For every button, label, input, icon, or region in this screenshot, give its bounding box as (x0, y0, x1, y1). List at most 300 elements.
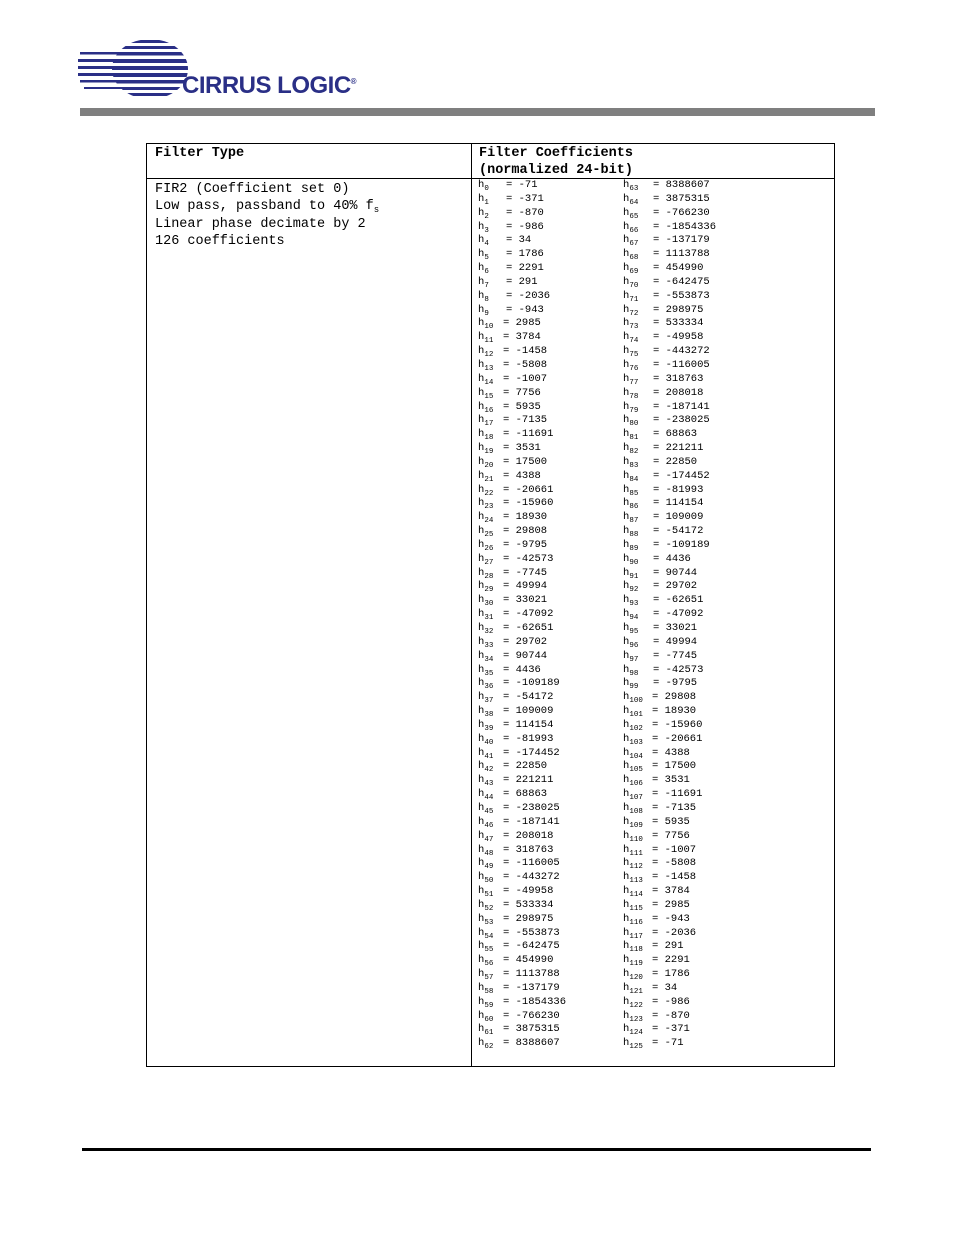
coefficient-label: $h_{79}$ (623, 400, 639, 415)
coefficient-label: $h_{93}$ (623, 594, 639, 609)
coefficient-index: 63 (629, 185, 639, 193)
coefficient-row (623, 968, 690, 983)
coefficient-row (478, 871, 560, 886)
coefficient-label: $h_{119}$ (623, 954, 643, 969)
coefficient-value: = 29702 (503, 635, 548, 648)
coefficient-index: 27 (484, 558, 494, 567)
filter-passband: Low pass, passband to 40% $f_s$ (155, 199, 380, 215)
coefficient-index: 17 (484, 420, 494, 429)
coefficient-index: 7 (484, 281, 489, 290)
coefficient-value: = -81993 (653, 483, 704, 496)
coefficient-value: = -870 (506, 206, 544, 219)
coefficient-row (623, 248, 710, 263)
coefficient-index: 125 (629, 1043, 643, 1052)
coefficient-index: 82 (629, 448, 639, 457)
coefficient-row (478, 857, 560, 872)
coefficient-index: 78 (629, 392, 639, 401)
coefficient-value: = 90744 (653, 566, 698, 579)
coefficient-row (623, 317, 704, 332)
coefficient-value: = -371 (652, 1023, 690, 1036)
coefficient-row (478, 372, 548, 387)
coefficient-row (623, 358, 710, 373)
coefficient-label: $h_{57}$ (478, 968, 494, 983)
coefficient-row (478, 400, 541, 415)
coefficient-label: $h_{32}$ (478, 622, 494, 636)
coefficient-row (478, 179, 538, 193)
coefficient-label: $h_{73}$ (623, 317, 639, 332)
coefficient-index: 102 (629, 724, 643, 733)
coefficient-value: = -870 (652, 1009, 690, 1022)
coefficient-label: $h_{37}$ (478, 691, 494, 706)
coefficient-index: 54 (484, 932, 494, 941)
coefficient-index: 122 (629, 1001, 643, 1010)
coefficient-index: 58 (484, 987, 494, 996)
coefficient-value: = -15960 (652, 718, 703, 731)
coefficient-row (623, 580, 698, 595)
coefficient-value: = -71 (506, 179, 538, 191)
coefficient-value: = -187141 (503, 815, 560, 828)
coefficient-index: 92 (629, 586, 639, 595)
coefficient-value: = 114154 (653, 497, 704, 510)
coefficient-label: $h_{42}$ (478, 760, 494, 775)
coefficient-row (623, 718, 703, 733)
coefficient-value: = 49994 (503, 580, 548, 593)
coefficient-row (623, 303, 704, 318)
coefficient-label: $h_{100}$ (623, 691, 643, 706)
coefficient-label: $h_{28}$ (478, 566, 494, 581)
coefficient-label: $h_{111}$ (623, 843, 643, 858)
coefficient-label: $h_{90}$ (623, 552, 639, 567)
coefficient-label: $h_{65}$ (623, 206, 639, 221)
coefficient-index: 94 (629, 614, 639, 623)
coefficient-index: 96 (629, 641, 639, 650)
filter-description (155, 181, 379, 250)
coefficient-label: $h_{18}$ (478, 428, 494, 443)
coefficient-index: 35 (484, 669, 494, 678)
coefficient-index: 89 (629, 544, 639, 553)
coefficient-value: = 18930 (652, 705, 697, 718)
coefficient-index: 60 (484, 1015, 494, 1024)
coefficient-row (623, 192, 710, 207)
coefficient-index: 76 (629, 364, 639, 373)
coefficient-label: $h_{25}$ (478, 525, 494, 540)
coefficient-label: $h_{77}$ (623, 372, 639, 387)
coefficient-value: = -109189 (653, 538, 710, 551)
coefficient-value: = -15960 (503, 497, 554, 510)
coefficient-value: = -109189 (503, 677, 560, 690)
coefficient-row (623, 622, 698, 636)
coefficient-row (623, 345, 710, 360)
coefficient-value: = 29702 (653, 580, 698, 593)
coefficient-label: $h_{35}$ (478, 663, 494, 678)
coefficient-row (478, 760, 548, 775)
coefficient-label: $h_{78}$ (623, 386, 639, 401)
coefficient-label: $h_{17}$ (478, 414, 494, 429)
coefficient-label: $h_{38}$ (478, 705, 494, 720)
coefficient-label: $h_{97}$ (623, 649, 639, 664)
coefficient-index: 120 (629, 974, 643, 983)
coefficient-label: $h_{39}$ (478, 718, 494, 733)
coefficient-value: = 33021 (653, 622, 698, 634)
coefficient-label: $h_{94}$ (623, 608, 639, 623)
coefficient-index: 109 (629, 821, 643, 830)
coefficient-row (623, 746, 690, 761)
coefficient-value: = -5808 (652, 857, 697, 870)
coefficient-label: $h_{112}$ (623, 857, 643, 872)
coefficient-index: 93 (629, 600, 639, 609)
coefficient-label: $h_{108}$ (623, 801, 643, 816)
coefficient-row (623, 289, 710, 304)
coefficient-index: 10 (484, 323, 494, 332)
coefficient-value: = 1786 (506, 248, 544, 261)
coefficient-value: = -7745 (503, 566, 548, 579)
coefficient-index: 98 (629, 669, 639, 678)
coefficient-row (623, 234, 710, 249)
coefficient-index: 85 (629, 489, 639, 498)
coefficient-index: 3 (484, 226, 489, 235)
coefficient-index: 21 (484, 475, 494, 484)
coefficient-value: = -642475 (503, 940, 560, 953)
coefficient-row (623, 912, 690, 927)
coefficient-index: 115 (629, 904, 643, 913)
coefficient-value: = 454990 (503, 954, 554, 967)
coefficient-value: = 4436 (503, 663, 541, 676)
coefficient-value: = 29808 (503, 525, 548, 538)
coefficient-index: 99 (629, 683, 639, 692)
coefficient-index: 108 (629, 807, 643, 816)
coefficient-index: 123 (629, 1015, 643, 1024)
coefficient-index: 2 (484, 212, 489, 221)
coefficient-index: 47 (484, 835, 494, 844)
coefficient-index: 117 (629, 932, 643, 941)
coefficient-row (478, 248, 544, 263)
coefficient-index: 77 (629, 378, 639, 387)
coefficient-value: = -20661 (503, 483, 554, 496)
coefficient-label: $h_{102}$ (623, 718, 643, 733)
coefficient-index: 52 (484, 904, 494, 913)
coefficient-row (623, 428, 698, 443)
coefficient-index: 95 (629, 628, 639, 636)
coefficient-index: 66 (629, 226, 639, 235)
coefficient-value: = 3531 (503, 442, 541, 455)
coefficient-label: $h_{110}$ (623, 829, 643, 844)
coefficient-value: = -1458 (652, 871, 697, 884)
coefficient-value: = 298975 (503, 912, 554, 925)
coefficient-label: $h_{27}$ (478, 552, 494, 567)
coefficient-label: $h_{115}$ (623, 898, 643, 913)
coefficient-row (478, 788, 548, 803)
coefficient-value: = -1007 (503, 372, 548, 385)
coefficient-index: 41 (484, 752, 494, 761)
coefficient-label: $h_{59}$ (478, 995, 494, 1010)
coefficient-index: 45 (484, 807, 494, 816)
coefficient-index: 26 (484, 544, 494, 553)
coefficient-index: 103 (629, 738, 643, 747)
coefficient-index: 39 (484, 724, 494, 733)
coefficient-row (478, 954, 554, 969)
coefficient-row (478, 331, 541, 346)
coefficient-index: 32 (484, 628, 494, 636)
coefficient-row (623, 829, 690, 844)
coefficient-index: 25 (484, 531, 494, 540)
coefficient-value: = -137179 (503, 981, 560, 994)
filter-phase: Linear phase decimate by 2 (155, 217, 366, 232)
coefficient-value: = 4388 (503, 469, 541, 482)
coefficient-label: $h_{75}$ (623, 345, 639, 360)
coefficient-row (623, 635, 698, 650)
coefficient-value: = -11691 (503, 428, 554, 441)
filter-count: 126 coefficients (155, 234, 285, 249)
coefficient-index: 100 (629, 697, 643, 706)
coefficient-row (623, 677, 698, 692)
coefficient-index: 49 (484, 863, 494, 872)
coefficient-row (478, 732, 554, 747)
coefficient-label: $h_{45}$ (478, 801, 494, 816)
coefficient-value: = -116005 (653, 358, 710, 371)
coefficient-value: = 17500 (652, 760, 697, 773)
coefficient-value: = -1458 (503, 345, 548, 358)
coefficient-label: $h_{58}$ (478, 981, 494, 996)
coefficient-label: $h_{88}$ (623, 525, 639, 540)
coefficient-value: = -42573 (503, 552, 554, 565)
coefficient-row (478, 718, 554, 733)
coefficient-row (478, 566, 548, 581)
coefficient-row (478, 926, 560, 941)
coefficient-index: 9 (484, 309, 489, 318)
coefficient-value: = -943 (652, 912, 690, 925)
coefficient-label: $h_{51}$ (478, 885, 494, 900)
coefficient-index: 23 (484, 503, 494, 512)
coefficient-row (623, 608, 704, 623)
coefficient-value: = -62651 (653, 594, 704, 607)
coefficient-value: = -5808 (503, 358, 548, 371)
coefficient-index: 6 (484, 268, 489, 277)
coefficient-row (478, 469, 541, 484)
coefficient-value: = 8388607 (653, 179, 710, 191)
coefficient-label: $h_{41}$ (478, 746, 494, 761)
coefficient-index: 24 (484, 517, 494, 526)
coefficient-value: = 3784 (503, 331, 541, 344)
coefficient-row (478, 746, 560, 761)
coefficient-row (478, 303, 544, 318)
coefficient-value: = -7135 (503, 414, 548, 427)
coefficient-value: = 1113788 (653, 248, 710, 261)
coefficient-value: = 4436 (653, 552, 691, 565)
coefficient-value: = -81993 (503, 732, 554, 745)
coefficient-label: $h_{24}$ (478, 511, 494, 526)
coefficient-value: = 3784 (652, 885, 690, 898)
coefficient-row (623, 774, 690, 789)
coefficient-index: 61 (484, 1029, 494, 1038)
coefficient-index: 121 (629, 987, 643, 996)
coefficient-value: = -443272 (653, 345, 710, 358)
coefficient-value: = -116005 (503, 857, 560, 870)
coefficient-value: = -54172 (503, 691, 554, 704)
coefficient-label: $h_{84}$ (623, 469, 639, 484)
coefficient-label: $h_{56}$ (478, 954, 494, 969)
coefficient-row (478, 940, 560, 955)
coefficient-value: = 7756 (503, 386, 541, 399)
coefficient-index: 12 (484, 351, 494, 360)
coefficient-value: = -49958 (653, 331, 704, 344)
coefficient-label: $h_{11}$ (478, 331, 494, 346)
coefficient-label: $h_5$ (478, 248, 489, 263)
coefficient-label: $h_{107}$ (623, 788, 643, 803)
coefficient-row (478, 234, 532, 249)
coefficient-index: 50 (484, 877, 494, 886)
coefficient-label: $h_{68}$ (623, 248, 639, 263)
coefficient-value: = 2985 (652, 898, 690, 911)
coefficient-label: $h_{83}$ (623, 455, 639, 470)
coefficient-label: $h_{55}$ (478, 940, 494, 955)
coefficient-row (478, 386, 541, 401)
coefficient-row (478, 220, 544, 235)
coefficient-index: 55 (484, 946, 494, 955)
coefficient-value: = 4388 (652, 746, 690, 759)
coefficient-label: $h_{86}$ (623, 497, 639, 512)
coefficient-value: = 90744 (503, 649, 548, 662)
coefficient-value: = -49958 (503, 885, 554, 898)
coefficient-row (478, 1037, 560, 1052)
coefficient-index: 79 (629, 406, 639, 415)
coefficient-value: = 5935 (652, 815, 690, 828)
coefficient-label: $h_{16}$ (478, 400, 494, 415)
coefficient-value: = 109009 (503, 705, 554, 718)
coefficient-label: $h_{103}$ (623, 732, 643, 747)
coefficient-label: $h_{89}$ (623, 538, 639, 553)
coefficient-index: 69 (629, 268, 639, 277)
coefficient-row (478, 677, 560, 692)
coefficient-index: 19 (484, 448, 494, 457)
coefficient-index: 4 (484, 240, 489, 249)
coefficient-index: 118 (629, 946, 643, 955)
coefficient-index: 114 (629, 891, 643, 900)
coefficient-index: 5 (484, 254, 489, 263)
coefficient-row (478, 1009, 560, 1024)
coefficient-label: $h_{67}$ (623, 234, 639, 249)
coefficient-label: $h_{49}$ (478, 857, 494, 872)
coefficient-index: 97 (629, 655, 639, 664)
coefficient-label: $h_{85}$ (623, 483, 639, 498)
coefficient-label: $h_{31}$ (478, 608, 494, 623)
coefficient-label: $h_{122}$ (623, 995, 643, 1010)
coefficient-value: = 18930 (503, 511, 548, 524)
coefficient-label: $h_{14}$ (478, 372, 494, 387)
coefficient-value: = 533334 (653, 317, 704, 330)
coefficient-index: 56 (484, 960, 494, 969)
coefficient-row (623, 511, 704, 526)
coefficient-index: 11 (484, 337, 494, 346)
coefficient-value: = 22850 (653, 455, 698, 468)
coefficient-label: $h_{12}$ (478, 345, 494, 360)
coefficient-row (623, 1023, 690, 1038)
coefficient-index: 81 (629, 434, 639, 443)
coefficient-label: $h_1$ (478, 192, 489, 207)
coefficient-label: $h_{69}$ (623, 262, 639, 277)
coefficient-index: 107 (629, 794, 643, 803)
coefficient-index: 28 (484, 572, 494, 581)
coefficient-row (623, 552, 691, 567)
coefficient-label: $h_{44}$ (478, 788, 494, 803)
coefficient-row (623, 538, 710, 553)
coefficient-label: $h_{29}$ (478, 580, 494, 595)
coefficient-index: 74 (629, 337, 639, 346)
coefficient-label: $h_{61}$ (478, 1023, 494, 1038)
coefficient-index: 106 (629, 780, 643, 789)
coefficient-index: 72 (629, 309, 639, 318)
coefficient-value: = 221211 (653, 442, 704, 455)
coefficient-index: 40 (484, 738, 494, 747)
coefficient-row (623, 594, 704, 609)
coefficient-label: $h_{70}$ (623, 275, 639, 290)
coefficient-index: 116 (629, 918, 643, 927)
coefficient-row (478, 289, 551, 304)
coefficient-label: $h_{118}$ (623, 940, 643, 955)
coefficient-label: $h_3$ (478, 220, 489, 235)
coefficient-row (478, 497, 554, 512)
coefficient-value: = -1007 (652, 843, 697, 856)
coefficient-value: = -2036 (506, 289, 551, 302)
coefficient-label: $h_0$ (478, 179, 489, 193)
coefficient-value: = 533334 (503, 898, 554, 911)
coefficient-index: 57 (484, 974, 494, 983)
coefficient-value: = 33021 (503, 594, 548, 607)
coefficient-row (623, 179, 710, 193)
coefficient-row (623, 566, 698, 581)
coefficient-value: = 208018 (653, 386, 704, 399)
coefficient-index: 1 (484, 198, 489, 207)
coefficient-row (478, 815, 560, 830)
coefficient-index: 119 (629, 960, 643, 969)
coefficient-index: 44 (484, 794, 494, 803)
coefficient-label: $h_{92}$ (623, 580, 639, 595)
coefficient-value: = -986 (506, 220, 544, 233)
coefficient-row (623, 275, 710, 290)
coefficient-label: $h_{72}$ (623, 303, 639, 318)
coefficient-label: $h_{13}$ (478, 358, 494, 373)
coefficient-label: $h_8$ (478, 289, 489, 304)
coefficient-index: 65 (629, 212, 639, 221)
coefficient-index: 13 (484, 364, 494, 373)
coefficient-row (623, 843, 697, 858)
coefficient-label: $h_{76}$ (623, 358, 639, 373)
coefficient-label: $h_{54}$ (478, 926, 494, 941)
coefficient-label: $h_{91}$ (623, 566, 639, 581)
coefficient-index: 124 (629, 1029, 643, 1038)
coefficient-label: $h_{87}$ (623, 511, 639, 526)
coefficient-value: = 3875315 (653, 192, 710, 205)
coefficient-row (623, 372, 704, 387)
coefficient-index: 112 (629, 863, 643, 872)
coefficient-index: 37 (484, 697, 494, 706)
footer-rule (82, 1148, 871, 1151)
coefficient-row (478, 774, 554, 789)
coefficient-label: $h_{40}$ (478, 732, 494, 747)
coefficient-row (478, 968, 560, 983)
coefficient-value: = -238025 (503, 801, 560, 814)
coefficient-index: 20 (484, 461, 494, 470)
coefficient-label: $h_{106}$ (623, 774, 643, 789)
coefficient-row (623, 691, 697, 706)
coefficient-row (478, 981, 560, 996)
coefficient-value: = -20661 (652, 732, 703, 745)
coefficient-row (623, 732, 703, 747)
coefficient-row (623, 262, 704, 277)
coefficient-row (478, 580, 548, 595)
coefficient-row (478, 414, 548, 429)
coefficient-label: $h_{36}$ (478, 677, 494, 692)
coefficient-row (478, 705, 554, 720)
